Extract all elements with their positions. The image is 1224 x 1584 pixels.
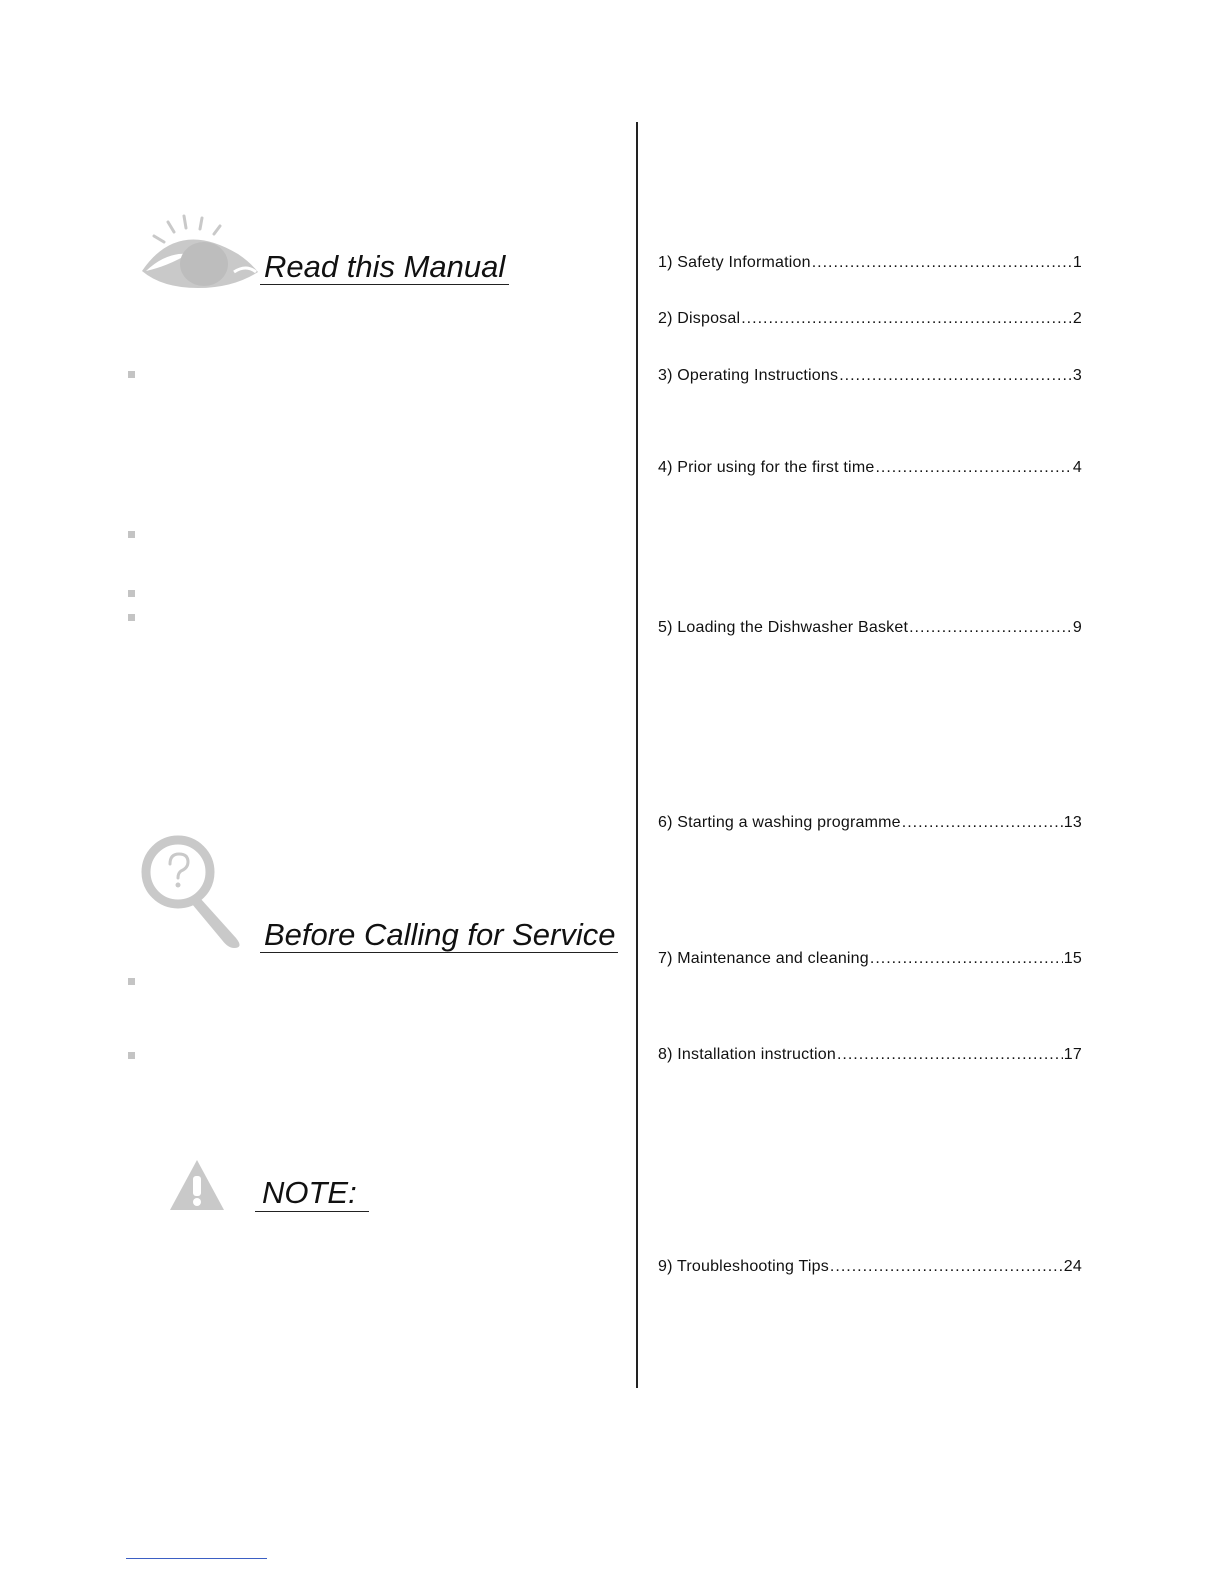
read-manual-heading: Read this Manual <box>264 249 506 284</box>
toc-item-operating[interactable] <box>658 366 1082 386</box>
toc-item-troubleshooting[interactable] <box>658 1257 1082 1277</box>
bullet-1 <box>128 371 135 378</box>
toc-leader <box>870 949 1063 969</box>
warning-triangle-icon <box>168 1158 226 1212</box>
toc-leader <box>875 458 1071 478</box>
bullet-2 <box>128 531 135 538</box>
toc-item-washing[interactable] <box>658 813 1082 833</box>
toc-label: 6) Starting a washing programme <box>658 814 901 831</box>
toc-leader <box>839 366 1072 386</box>
toc-label: 1) Safety Information <box>658 254 811 271</box>
toc-item-maintenance[interactable] <box>658 949 1082 969</box>
column-divider <box>636 122 638 1388</box>
footer-rule <box>126 1558 267 1559</box>
toc-page: 4 <box>1072 459 1082 476</box>
toc-page: 24 <box>1063 1258 1082 1275</box>
toc-page: 15 <box>1063 950 1082 967</box>
toc-label: 3) Operating Instructions <box>658 367 839 384</box>
toc-page: 1 <box>1072 254 1082 271</box>
toc-label: 5) Loading the Dishwasher Basket <box>658 619 909 636</box>
toc-page: 3 <box>1072 367 1082 384</box>
magnifier-question-icon <box>140 834 252 952</box>
bullet-4 <box>128 614 135 621</box>
toc-item-safety[interactable] <box>658 253 1082 273</box>
toc-leader <box>741 309 1072 329</box>
note-heading: NOTE: <box>262 1175 357 1210</box>
toc-label: 8) Installation instruction <box>658 1046 836 1063</box>
note-underline <box>255 1211 369 1212</box>
toc-item-loading[interactable] <box>658 618 1082 638</box>
toc-page: 13 <box>1063 814 1082 831</box>
toc-label: 4) Prior using for the first time <box>658 459 875 476</box>
toc-label: 9) Troubleshooting Tips <box>658 1258 829 1275</box>
toc-item-prior-use[interactable] <box>658 458 1082 478</box>
toc-item-disposal[interactable] <box>658 309 1082 329</box>
read-manual-underline <box>260 284 509 285</box>
toc-item-installation[interactable] <box>658 1045 1082 1065</box>
toc-label: 2) Disposal <box>658 310 741 327</box>
bullet-3 <box>128 590 135 597</box>
toc-leader <box>837 1045 1063 1065</box>
toc-leader <box>909 618 1072 638</box>
toc-leader <box>812 253 1072 273</box>
toc-label: 7) Maintenance and cleaning <box>658 950 869 967</box>
toc-leader <box>902 813 1063 833</box>
bullet-6 <box>128 1052 135 1059</box>
toc-page: 9 <box>1072 619 1082 636</box>
before-service-underline <box>260 952 618 953</box>
bullet-5 <box>128 978 135 985</box>
eye-icon <box>138 214 260 292</box>
toc-page: 2 <box>1072 310 1082 327</box>
toc-leader <box>830 1257 1063 1277</box>
toc-page: 17 <box>1063 1046 1082 1063</box>
before-service-heading: Before Calling for Service <box>264 917 616 952</box>
